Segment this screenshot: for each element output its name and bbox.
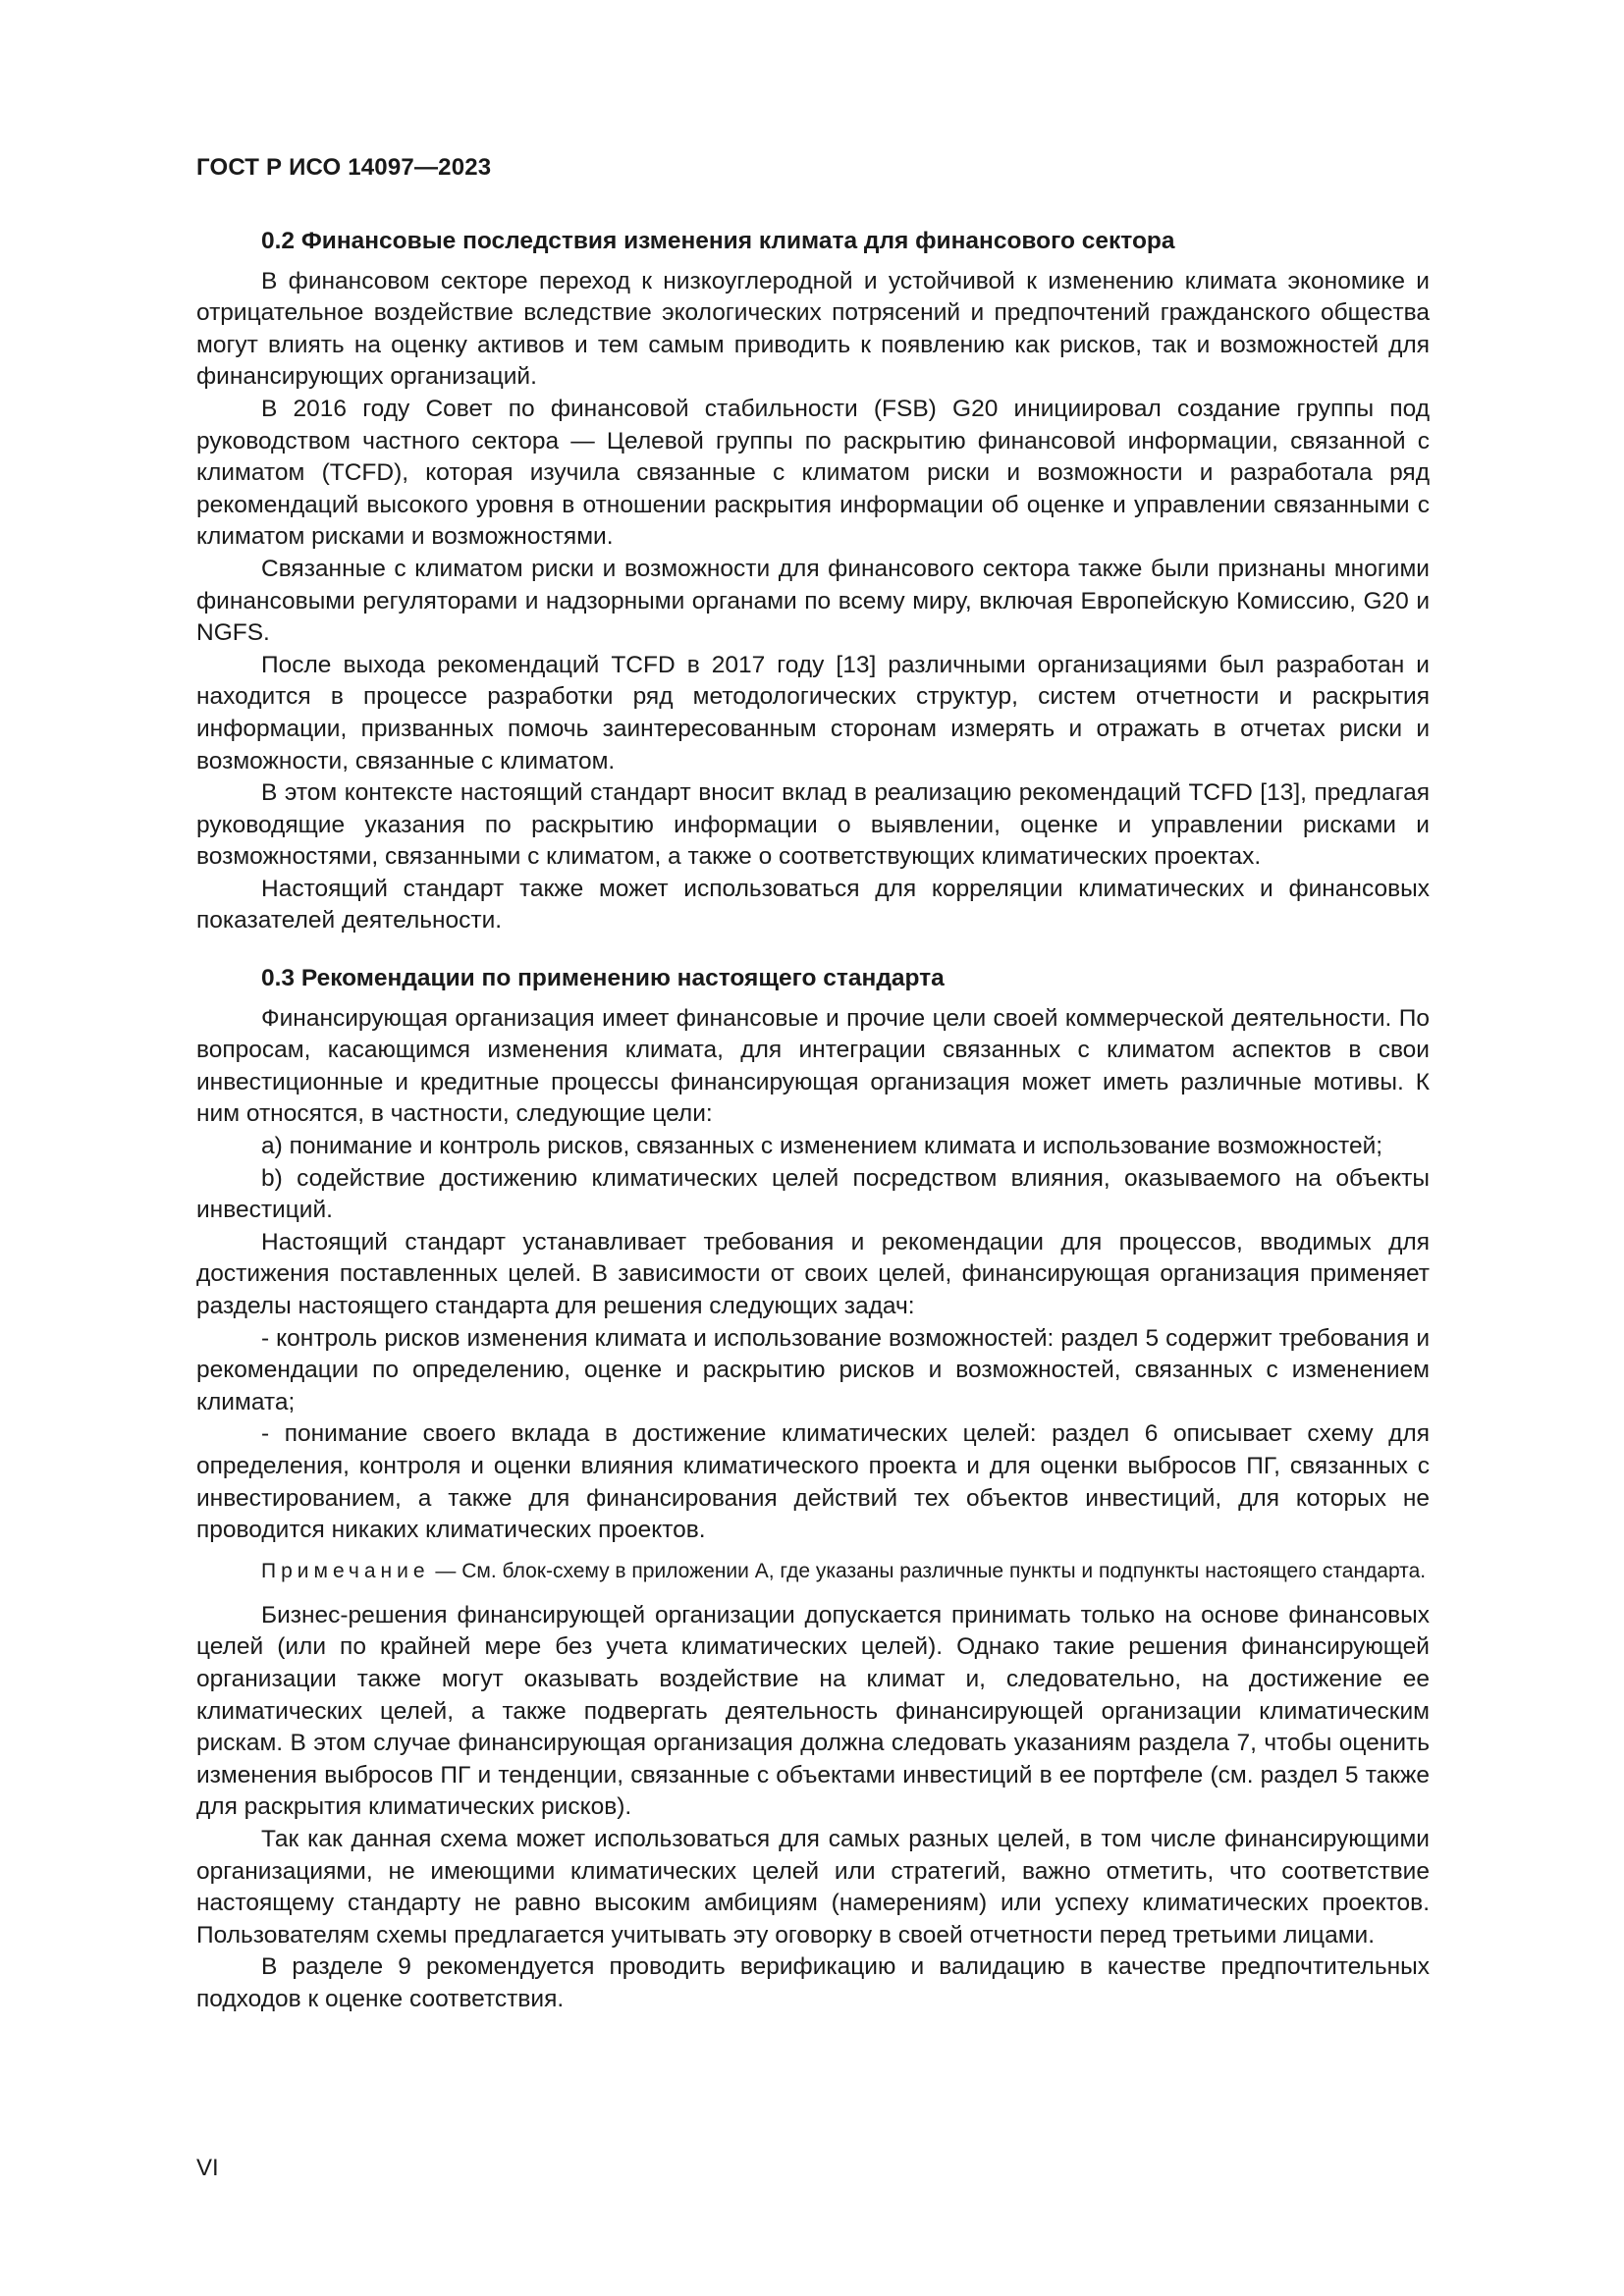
paragraph: Бизнес-решения финансирующей организации допускается принимать только на основе финансовых целей (или по крайней мере без учета климатических целей). Однако такие решения финансирующей организации также могут оказывать воздействие на климат и, следовательно, на достижение ее климатических целей, а также подвергать деятельность финансирующей организации климатическим рискам. В этом случае финансирующая организация должна следовать указаниям раздела 7, чтобы оценить изменения выбросов ПГ и тенденции, связанные с объектами инвестиций в ее портфеле (см. раздел 5 также для раскрытия климатических рисков).	[196, 1601, 1430, 1821]
document-id-header: ГОСТ Р ИСО 14097—2023	[196, 154, 492, 181]
paragraph: В 2016 году Совет по финансовой стабильности (FSB) G20 инициировал создание группы под руководством частного сектора — Целевой группы по раскрытию финансовой информации, связанной с климатом (TCFD), которая изучила связанные с климатом риски и возможности и разработала ряд рекомендаций высокого уровня в отношении раскрытия информации об оценке и управлении связанными с климатом рисками и возможностями.	[196, 395, 1430, 551]
note-label: Примечание	[261, 1559, 430, 1582]
list-item: - понимание своего вклада в достижение климатических целей: раздел 6 описывает схему для определения, контроля и оценки влияния климатического проекта и для оценки выбросов ПГ, связанных с инвестированием, а также для финансирования действий тех объектов инвестиций, для которых не проводится никаких климатических проектов.	[196, 1420, 1430, 1544]
paragraph: Так как данная схема может использоваться для самых разных целей, в том числе финансирующими организациями, не имеющими климатических целей или стратегий, важно отметить, что соответствие настоящему стандарту не равно высоким амбициям (намерениям) или успеху климатических проектов. Пользователям схемы предлагается учитывать эту оговорку в своей отчетности перед третьими лицами.	[196, 1825, 1430, 1949]
list-item: b) содействие достижению климатических целей посредством влияния, оказываемого на объекты инвестиций.	[196, 1164, 1430, 1224]
paragraph: Финансирующая организация имеет финансовые и прочие цели своей коммерческой деятельности. По вопросам, касающимся изменения климата, для интеграции связанных с климатом аспектов в свои инвестиционные и кредитные процессы финансирующая организация может иметь различные мотивы. К ним относятся, в частности, следующие цели:	[196, 1004, 1430, 1128]
paragraph: Настоящий стандарт также может использоваться для корреляции климатических и финансовых показателей деятельности.	[196, 875, 1430, 934]
paragraph: После выхода рекомендаций TCFD в 2017 году [13] различными организациями был разработан и находится в процессе разработки ряд методологических структур, систем отчетности и раскрытия информации, призванных помочь заинтересованным сторонам измерять и отражать в отчетах риски и возможности, связанные с климатом.	[196, 651, 1430, 774]
list-item: - контроль рисков изменения климата и использование возможностей: раздел 5 содержит требования и рекомендации по определению, оценке и раскрытию рисков и возможностей, связанных с изменением климата;	[196, 1324, 1430, 1415]
note-text: — См. блок-схему в приложении А, где указаны различные пункты и подпункты настоящего стандарта.	[435, 1559, 1427, 1582]
paragraph: Связанные с климатом риски и возможности для финансового сектора также были признаны многими финансовыми регуляторами и надзорными органами по всему миру, включая Европейскую Комиссию, G20 и NGFS.	[196, 555, 1430, 647]
paragraph: В финансовом секторе переход к низкоуглеродной и устойчивой к изменению климата экономике и отрицательное воздействие вследствие экологических потрясений и предпочтений гражданского общества могут влиять на оценку активов и тем самым приводить к появлению как рисков, так и возможностей для финансирующих организаций.	[196, 267, 1430, 391]
list-item: a) понимание и контроль рисков, связанных с изменением климата и использование возможностей;	[261, 1133, 1383, 1160]
paragraph: В разделе 9 рекомендуется проводить верификацию и валидацию в качестве предпочтительных подходов к оценке соответствия.	[196, 1953, 1430, 2012]
paragraph: В этом контексте настоящий стандарт вносит вклад в реализацию рекомендаций TCFD [13], предлагая руководящие указания по раскрытию информации о выявлении, оценке и управлении рисками и возможностями, связанными с климатом, а также о соответствующих климатических проектах.	[196, 779, 1430, 871]
page-number: VI	[196, 2155, 219, 2181]
paragraph: Настоящий стандарт устанавливает требования и рекомендации для процессов, вводимых для достижения поставленных целей. В зависимости от своих целей, финансирующая организация применяет разделы настоящего стандарта для решения следующих задач:	[196, 1228, 1430, 1319]
section-heading-0-2: 0.2 Финансовые последствия изменения климата для финансового сектора	[261, 228, 1175, 254]
page-body	[196, 226, 1430, 2015]
note	[196, 1557, 1430, 1586]
section-heading-0-3: 0.3 Рекомендации по применению настоящего стандарта	[261, 965, 945, 992]
